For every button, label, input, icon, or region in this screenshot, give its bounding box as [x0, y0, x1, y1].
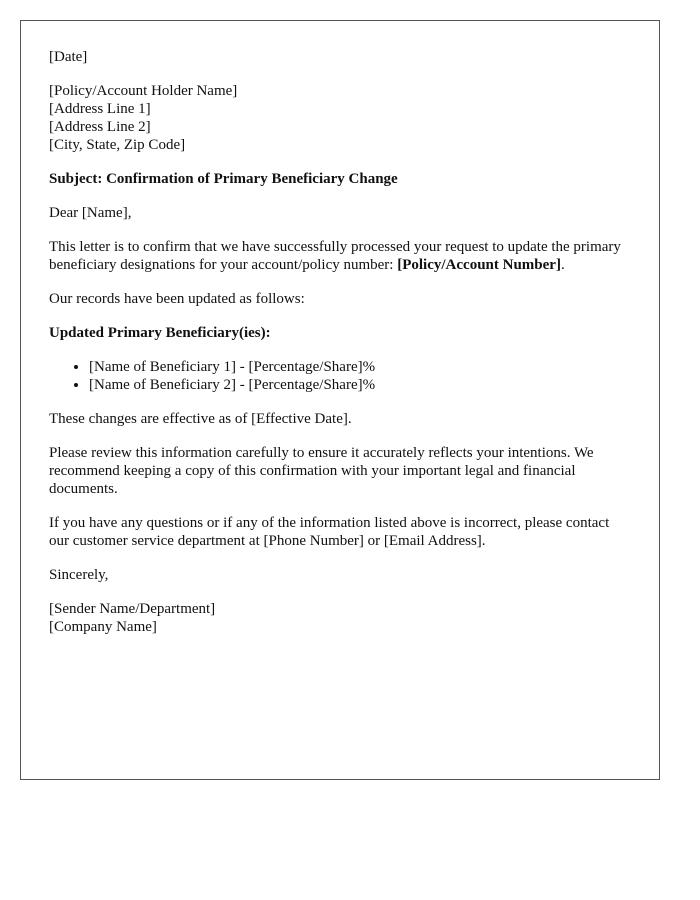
letter-subject: Subject: Confirmation of Primary Beneficiary Change: [49, 171, 398, 187]
records-paragraph: Our records have been updated as follows:: [49, 291, 305, 307]
letter-date: [Date]: [49, 49, 88, 65]
letter-container: [20, 20, 660, 780]
intro-text: This letter is to confirm that we have successfully processed your request to update the primary beneficiary designations for your account/policy number:: [49, 239, 621, 273]
intro-paragraph: [49, 238, 631, 274]
policy-number: [Policy/Account Number]: [397, 257, 561, 273]
company-name: [Company Name]: [49, 619, 157, 635]
recipient-city-state-zip: [City, State, Zip Code]: [49, 137, 186, 153]
recipient-name: [Policy/Account Holder Name]: [49, 83, 238, 99]
beneficiary-list: [49, 358, 631, 394]
recipient-address: [49, 82, 631, 154]
letter-closing: Sincerely,: [49, 567, 109, 583]
sender-name: [Sender Name/Department]: [49, 601, 216, 617]
contact-paragraph: If you have any questions or if any of the information listed above is incorrect, please contact our customer service department at [Phone Number] or [Email Address].: [49, 515, 610, 549]
beneficiaries-heading: Updated Primary Beneficiary(ies):: [49, 325, 271, 341]
beneficiary-item: • [Name of Beneficiary 2] - [Percentage/Share]%: [89, 376, 631, 394]
signature-block: [49, 600, 631, 636]
beneficiary-item: • [Name of Beneficiary 1] - [Percentage/Share]%: [89, 358, 631, 376]
recipient-address-line-2: [Address Line 2]: [49, 119, 151, 135]
intro-end: .: [560, 257, 565, 273]
recipient-address-line-1: [Address Line 1]: [49, 101, 151, 117]
effective-paragraph: These changes are effective as of [Effective Date].: [49, 411, 352, 427]
review-paragraph: Please review this information carefully to ensure it accurately reflects your intentions. We recommend keeping a copy of this confirmation with your important legal and financial documents.: [49, 445, 594, 497]
letter-salutation: Dear [Name],: [49, 205, 132, 221]
